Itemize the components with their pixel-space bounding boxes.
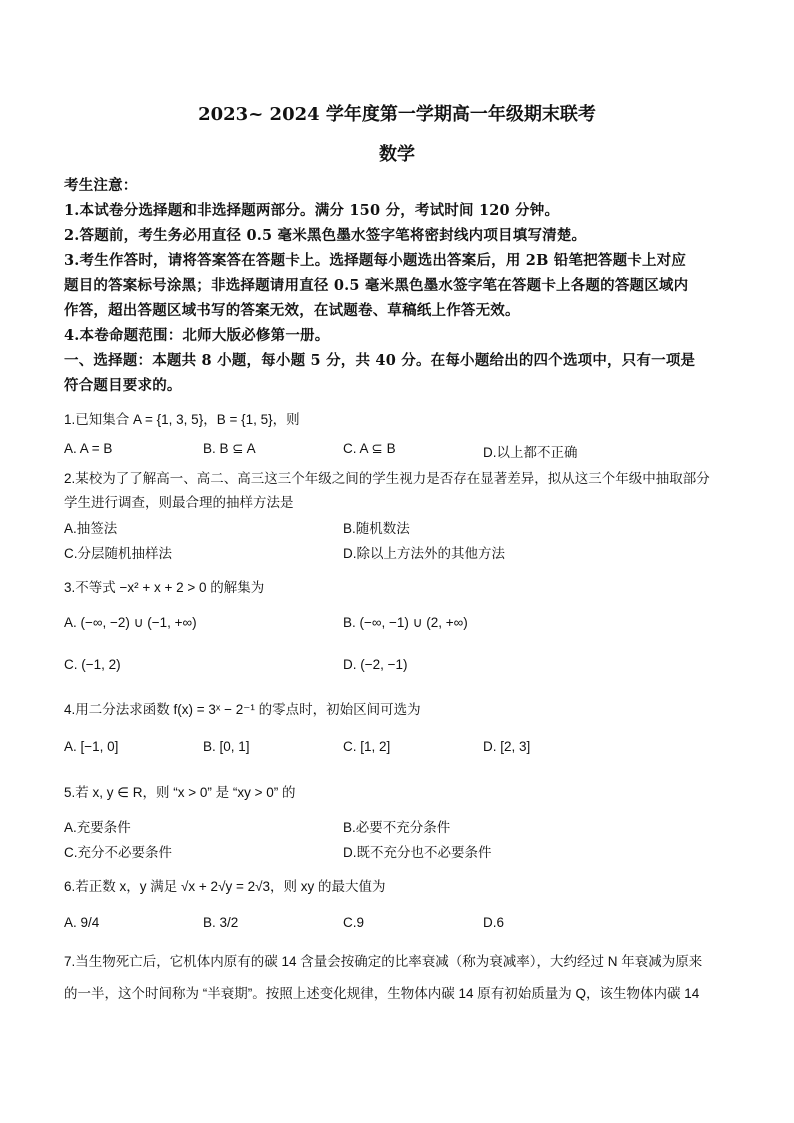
q2-option-d: D.除以上方法外的其他方法: [343, 546, 505, 561]
q6-option-c: C.9: [343, 915, 365, 930]
notice-line-5: 作答，超出答题区域书写的答案无效，在试题卷、草稿纸上作答无效。: [64, 302, 520, 319]
exam-title: 2023~ 2024 学年度第一学期高一年级期末联考: [198, 104, 596, 125]
q5-option-b: B.必要不充分条件: [343, 820, 451, 835]
q6-option-d: D.6: [483, 915, 505, 930]
question-5-stem: 5.若 x, y ∈ R，则 “x > 0” 是 “xy > 0” 的: [64, 785, 296, 800]
q6-option-a: A. 9/4: [64, 915, 100, 930]
notice-line-1: 1.本试卷分选择题和非选择题两部分。满分 150 分，考试时间 120 分钟。: [64, 202, 560, 219]
question-7-stem: 7.当生物死亡后，它机体内原有的碳 14 含量会按确定的比率衰减（称为衰减率），大约经过 N 年衰减为原来: [64, 954, 703, 969]
q5-option-a: A.充要条件: [64, 820, 131, 835]
section-heading: 一、选择题：本题共 8 小题，每小题 5 分，共 40 分。在每小题给出的四个选项中，只有一项是: [64, 352, 696, 369]
question-7-stem-cont: 的一半，这个时间称为 “半衰期”。按照上述变化规律，生物体内碳 14 原有初始质量为 Q，该生物体内碳 14: [64, 986, 700, 1001]
q5-option-d: D.既不充分也不必要条件: [343, 845, 492, 860]
question-1-stem: 1.已知集合 A = {1, 3, 5}，B = {1, 5}，则: [64, 412, 300, 427]
question-2-stem: 2.某校为了了解高一、高二、高三这三个年级之间的学生视力是否存在显著差异，拟从这三个年级中抽取部分: [64, 471, 710, 486]
q5-option-c: C.充分不必要条件: [64, 845, 172, 860]
q4-option-d: D. [2, 3]: [483, 739, 531, 754]
q6-option-b: B. 3/2: [203, 915, 239, 930]
q4-option-b: B. [0, 1]: [203, 739, 250, 754]
q2-option-a: A.抽签法: [64, 521, 118, 536]
notice-line-3: 3.考生作答时，请将答案答在答题卡上。选择题每小题选出答案后，用 2B 铅笔把答题卡上对应: [64, 252, 687, 269]
q1-option-b: B. B ⊆ A: [203, 441, 256, 456]
q4-option-c: C. [1, 2]: [343, 739, 391, 754]
question-6-stem: 6.若正数 x，y 满足 √x + 2√y = 2√3，则 xy 的最大值为: [64, 879, 386, 894]
q1-option-d: D.以上都不正确: [483, 445, 578, 460]
q3-option-a: A. (−∞, −2) ∪ (−1, +∞): [64, 615, 197, 630]
question-2-stem-cont: 学生进行调查，则最合理的抽样方法是: [64, 495, 294, 510]
q3-option-b: B. (−∞, −1) ∪ (2, +∞): [343, 615, 468, 630]
q1-option-c: C. A ⊆ B: [343, 441, 396, 456]
q3-option-d: D. (−2, −1): [343, 657, 408, 672]
q4-option-a: A. [−1, 0]: [64, 739, 119, 754]
q2-option-c: C.分层随机抽样法: [64, 546, 172, 561]
notice-heading: 考生注意：: [64, 177, 138, 194]
q2-option-b: B.随机数法: [343, 521, 410, 536]
section-heading-cont: 符合题目要求的。: [64, 377, 182, 394]
q1-option-a: A. A = B: [64, 441, 113, 456]
q3-option-c: C. (−1, 2): [64, 657, 121, 672]
question-4-stem: 4.用二分法求函数 f(x) = 3ˣ − 2⁻¹ 的零点时，初始区间可选为: [64, 702, 421, 717]
notice-line-6: 4.本卷命题范围：北师大版必修第一册。: [64, 327, 330, 344]
subject-title: 数学: [379, 144, 415, 165]
notice-line-4: 题目的答案标号涂黑；非选择题请用直径 0.5 毫米黑色墨水签字笔在答题卡上各题的答题区域内: [64, 277, 689, 294]
notice-line-2: 2.答题前，考生务必用直径 0.5 毫米黑色墨水签字笔将密封线内项目填写清楚。: [64, 227, 587, 244]
question-3-stem: 3.不等式 −x² + x + 2 > 0 的解集为: [64, 580, 265, 595]
